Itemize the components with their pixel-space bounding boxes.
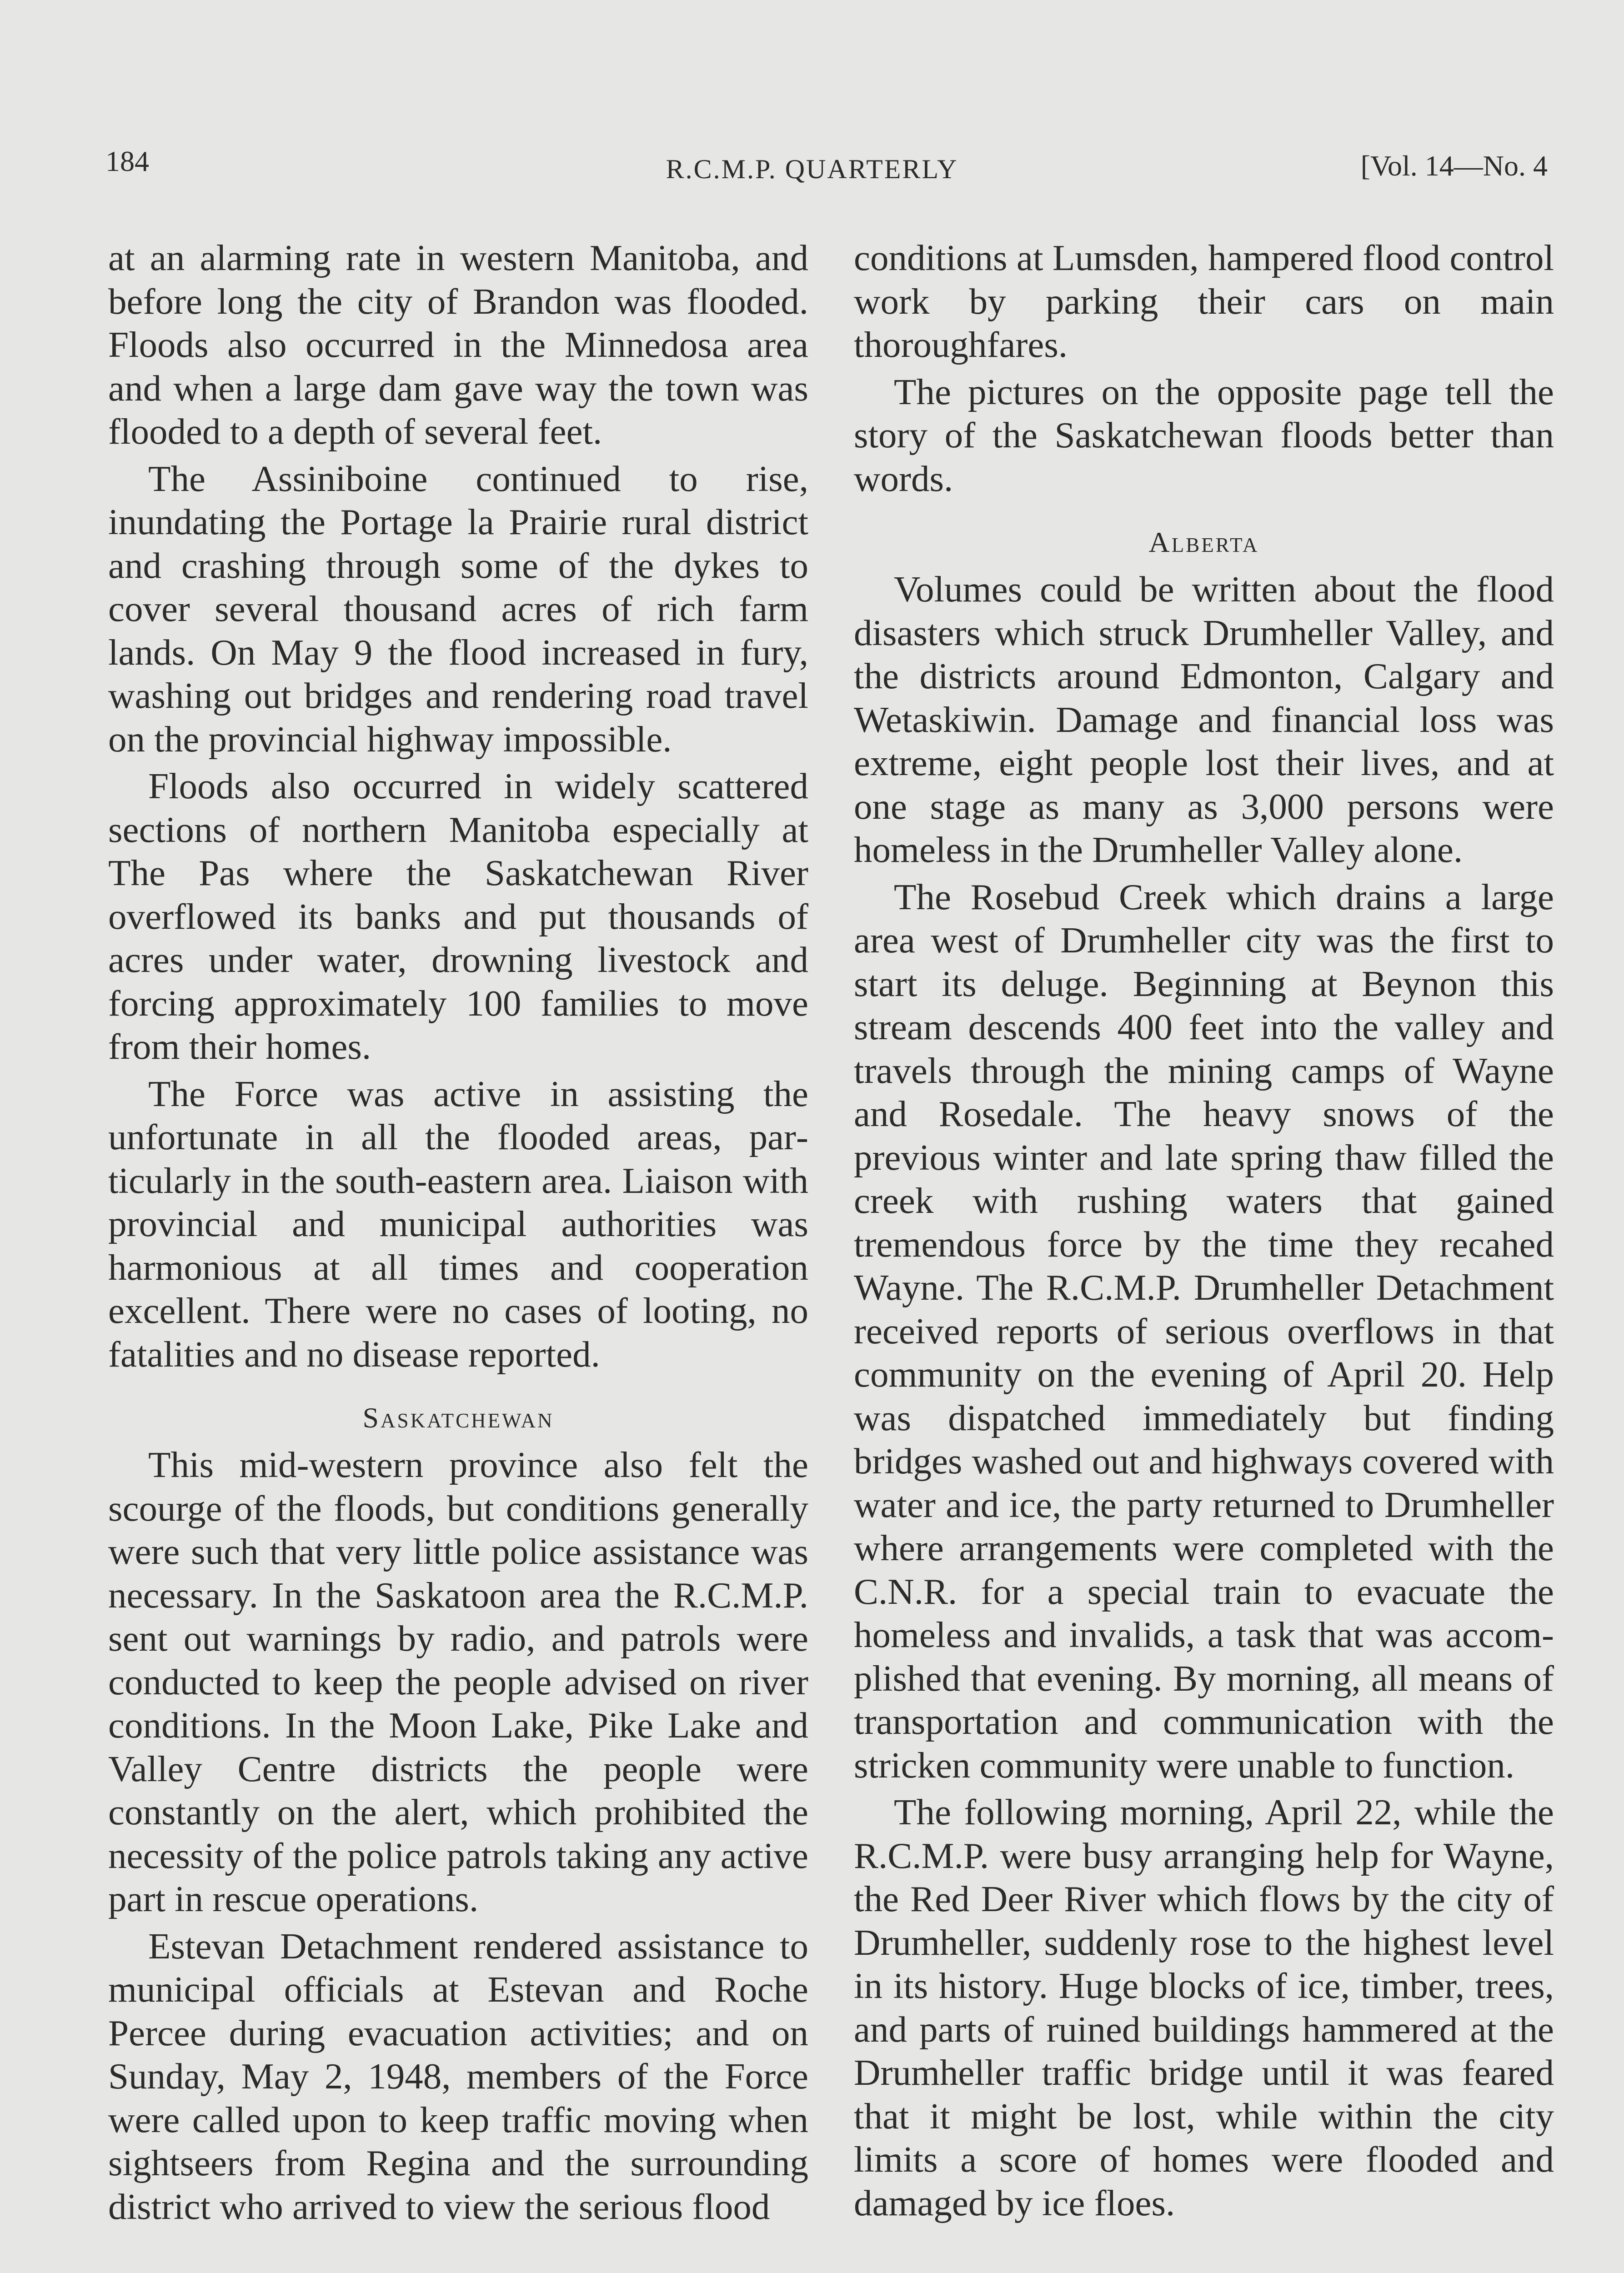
page-header (0, 145, 1624, 190)
paragraph: The Force was active in assisting the unfortunate in all the flooded areas, particularly in the south-eastern area. Liaison with provincial and municipal authorities was harmonious at all times and cooperation excellent. There were no cases of looting, no fatalities and no disease reported. (108, 1073, 808, 1375)
paragraph: at an alarming rate in western Manitoba, and before long the city of Brandon was flooded. Floods also occurred in the Minnedosa area and when a large dam gave way the town was flooded to a depth of several feet. (108, 237, 808, 452)
paragraph: This mid-western province also felt the scourge of the floods, but conditions generally were such that very little police assistance was necessary. In the Saskatoon area the R.C.M.P. sent out warnings by radio, and patrols were conducted to keep the people advised on river conditions. In the Moon Lake, Pike Lake and Valley Centre districts the people were constantly on the alert, which prohibited the necessity of the police patrols taking any active part in rescue operations. (108, 1444, 808, 1919)
page-number: 184 (105, 145, 149, 177)
paragraph: The following morning, April 22, while the R.C.M.P. were busy arranging help for Wayne, the Red Deer River which flows by the city of Drumheller, suddenly rose to the highest level in its history. Huge blocks of ice, timber, trees, and parts of ruined buildings hammered at the Drumheller traffic bridge until it was feared that it might be lost, while within the city limits a score of homes were flooded and damaged by ice floes. (854, 1792, 1554, 2223)
paragraph: Floods also occurred in widely scattered sections of northern Manitoba especially at The Pas where the Saskatchewan River overflowed its banks and put thousands of acres under water, drowning livestock and forcing approximately 100 families to move from their homes. (108, 766, 808, 1067)
paragraph: The pictures on the opposite page tell the story of the Saskatchewan floods better than words. (854, 371, 1554, 499)
section-heading-saskatchewan: Saskatchewan (362, 1402, 554, 1434)
paragraph: Volumes could be written about the flood disasters which struck Drumheller Valley, and the districts around Edmonton, Calgary and Wetaskiwin. Damage and financial loss was extreme, eight people lost their lives, and at one stage as many as 3,000 persons were homeless in the Drumheller Valley alone. (854, 569, 1554, 870)
section-heading-alberta: Alberta (1148, 526, 1259, 558)
paragraph: Estevan Detachment rendered assistance to municipal officials at Estevan and Roche Percee during evacuation activities; and on Sunday, May 2, 1948, members of the Force were called upon to keep traffic moving when sightseers from Regina and the surrounding district who arrived to view the serious flood (108, 1925, 808, 2227)
volume-issue: [Vol. 14—No. 4 (1360, 150, 1548, 182)
journal-title: R.C.M.P. QUARTERLY (666, 154, 958, 184)
paragraph: The Rosebud Creek which drains a large area west of Drumheller city was the first to start its deluge. Beginning at Beynon this stream descends 400 feet into the valley and travels through the mining camps of Wayne and Rosedale. The heavy snows of the previous winter and late spring thaw filled the creek with rushing waters that gained tremendous force by the time they recahed Wayne. The R.C.M.P. Drumheller Detachment received reports of serious overflows in that community on the evening of April 20. Help was dispatched immediately but finding bridges washed out and highways covered with water and ice, the party returned to Drumheller where arrangements were completed with the C.N.R. for a special train to evacuate the homeless and invalids, a task that was accomplished that evening. By morning, all means of transportation and communication with the stricken community were unable to function. (854, 876, 1554, 1786)
left-column (108, 236, 808, 2232)
paragraph: The Assiniboine continued to rise, inundating the Portage la Prairie rural district and crashing through some of the dykes to cover several thousand acres of rich farm lands. On May 9 the flood increased in fury, washing out bridges and rendering road travel on the provincial highway impossible. (108, 458, 808, 760)
paragraph: conditions at Lumsden, hampered flood control work by parking their cars on main thoroughfares. (854, 237, 1554, 365)
right-column (854, 236, 1554, 2228)
